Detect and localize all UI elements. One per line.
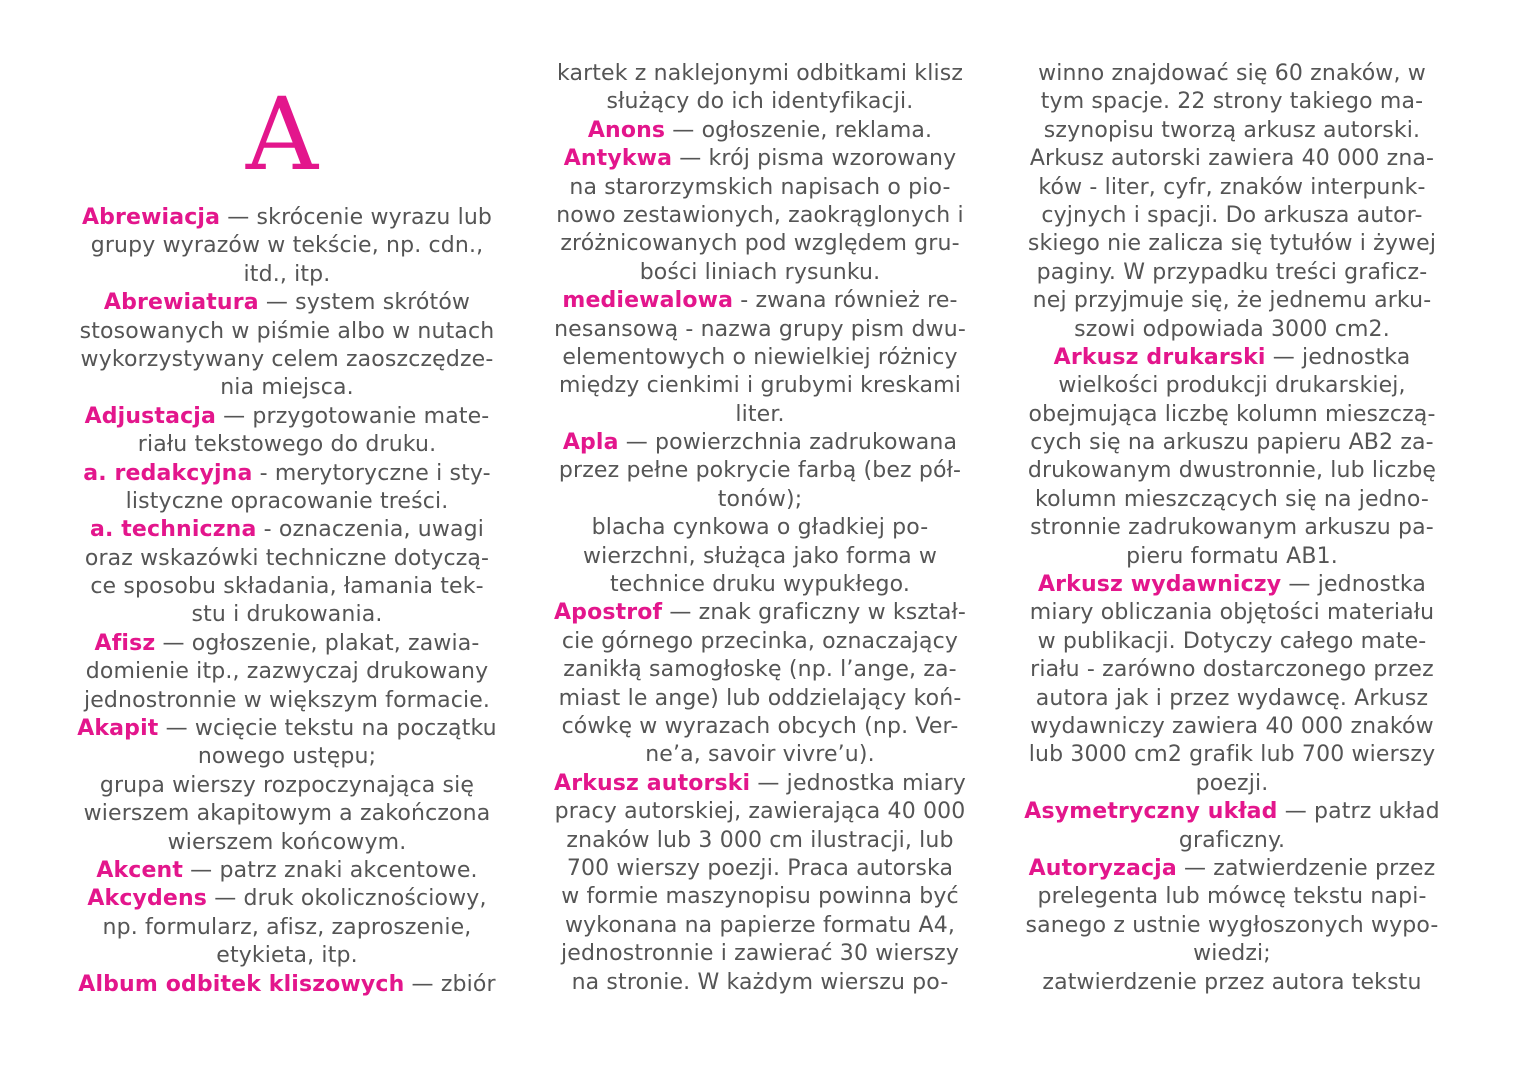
entry-term: Abrewiatura: [103, 290, 259, 316]
text-line: [62, 857, 512, 885]
text-line: [1007, 60, 1457, 88]
text-line: [62, 914, 512, 942]
entry-term: Anons: [587, 117, 666, 143]
entry-text: w publikacji. Dotyczy całego mate-: [1037, 628, 1427, 654]
entry-term: a. techniczna: [89, 517, 257, 543]
text-line: [1007, 912, 1457, 940]
column-3: [1007, 60, 1457, 997]
entry-term: Antykwa: [563, 146, 673, 172]
entry-text: itd., itp.: [243, 261, 331, 287]
text-line: [62, 204, 512, 232]
entry-term: Arkusz wydawniczy: [1038, 572, 1282, 598]
text-line: [1007, 457, 1457, 485]
text-line: [62, 488, 512, 516]
text-line: [535, 230, 985, 258]
entry-text: stronnie zadrukowanym arkuszu pa-: [1030, 515, 1434, 541]
entry-term: Adjustacja: [84, 403, 216, 429]
entry-text: nia miejsca.: [220, 375, 354, 401]
text-line: [1007, 344, 1457, 372]
entry-text: riału tekstowego do druku.: [137, 432, 437, 458]
entry-text: ne’a, savoir vivre’u).: [645, 742, 875, 768]
entry-text: obejmująca liczbę kolumn mieszczą-: [1028, 401, 1436, 427]
entry-term: Autoryzacja: [1028, 855, 1177, 881]
entry-text: 700 wierszy poezji. Praca autorska: [566, 855, 954, 881]
entry-text: wykorzystywany celem zaoszczędze-: [80, 346, 494, 372]
entry-text: cie górnego przecinka, oznaczający: [561, 628, 959, 654]
entry-text: technice druku wypukłego.: [609, 572, 911, 598]
text-line: [62, 261, 512, 289]
entry-text: blacha cynkowa o gładkiej po-: [591, 515, 929, 541]
entry-text: — znak graficzny w kształ-: [662, 600, 966, 626]
text-line: [1007, 486, 1457, 514]
text-line: [1007, 88, 1457, 116]
section-letter: A: [245, 76, 319, 193]
entry-text: — druk okolicznościowy,: [207, 886, 487, 912]
text-line: [535, 599, 985, 627]
text-line: [1007, 202, 1457, 230]
entry-term: a. redakcyjna: [83, 460, 253, 486]
entry-text: między cienkimi i grubymi kreskami: [558, 373, 962, 399]
entry-text: — powierzchnia zadrukowana: [618, 430, 958, 456]
text-line: [535, 912, 985, 940]
entry-text: zanikłą samogłoskę (np. l’ange, za-: [563, 657, 957, 683]
entry-text: ce sposobu składania, łamania tek-: [90, 574, 484, 600]
entry-text: — jednostka miary: [750, 770, 966, 796]
entry-term: Arkusz autorski: [554, 770, 751, 796]
entry-text: paginy. W przypadku treści graficz-: [1036, 259, 1428, 285]
text-line: [535, 827, 985, 855]
text-line: [535, 145, 985, 173]
text-line: [1007, 685, 1457, 713]
entry-text: - oznaczenia, uwagi: [256, 517, 485, 543]
text-line: [1007, 174, 1457, 202]
entry-text: w formie maszynopisu powinna być: [561, 884, 959, 910]
entry-text: nej przyjmuje się, że jednemu arku-: [1032, 288, 1432, 314]
text-line: [1007, 741, 1457, 769]
entry-text: pieru formatu AB1.: [1126, 543, 1338, 569]
text-line: [62, 289, 512, 317]
entry-text: stu i drukowania.: [191, 602, 383, 628]
text-line: [62, 374, 512, 402]
text-line: [535, 855, 985, 883]
text-line: [535, 571, 985, 599]
entry-term: Akcydens: [87, 886, 208, 912]
text-line: [62, 460, 512, 488]
entry-text: lub 3000 cm2 grafik lub 700 wierszy: [1028, 742, 1436, 768]
text-line: [535, 798, 985, 826]
text-line: [62, 431, 512, 459]
text-line: [62, 772, 512, 800]
entry-text: cyjnych i spacji. Do arkusza autor-: [1041, 202, 1423, 228]
text-line: [62, 403, 512, 431]
text-line: [1007, 287, 1457, 315]
entry-term: Asymetryczny układ: [1024, 799, 1278, 825]
entry-text: wierszem końcowym.: [167, 829, 407, 855]
text-line: [62, 630, 512, 658]
text-line: [535, 372, 985, 400]
entry-text: — wcięcie tekstu na początku: [158, 716, 497, 742]
entry-term: Apostrof: [554, 600, 663, 626]
text-line: [535, 741, 985, 769]
entry-text: listyczne opracowanie treści.: [125, 488, 449, 514]
entry-text: elementowych o niewielkiej różnicy: [562, 344, 958, 370]
entry-text: liter.: [735, 401, 785, 427]
entry-text: — krój pisma wzorowany: [672, 146, 957, 172]
entry-text: znaków lub 3 000 cm ilustracji, lub: [566, 827, 954, 853]
text-line: [1007, 713, 1457, 741]
text-line: [1007, 883, 1457, 911]
entry-text: wydawniczy zawiera 40 000 znaków: [1030, 713, 1434, 739]
text-line: [535, 713, 985, 741]
text-line: [1007, 514, 1457, 542]
entry-text: oraz wskazówki techniczne dotyczą-: [84, 545, 490, 571]
text-line: [1007, 599, 1457, 627]
entry-text: grupy wyrazów w tekście, np. cdn.,: [90, 233, 484, 259]
entry-text: na stronie. W każdym wierszu po-: [571, 969, 949, 995]
text-line: [62, 601, 512, 629]
entry-text: graficzny.: [1178, 827, 1286, 853]
entry-text: tonów);: [717, 486, 803, 512]
text-line: [1007, 940, 1457, 968]
text-line: [535, 174, 985, 202]
entry-term: Abrewiacja: [81, 205, 221, 230]
entry-text: nesansową - nazwa grupy pism dwu-: [554, 316, 966, 342]
text-line: [535, 429, 985, 457]
entry-text: ków - liter, cyfr, znaków interpunk-: [1038, 174, 1426, 200]
text-line: [535, 514, 985, 542]
entry-text: wykonana na papierze formatu A4,: [564, 912, 956, 938]
entry-text: jednostronnie i zawierać 30 wierszy: [561, 941, 959, 967]
text-line: [535, 287, 985, 315]
entry-text: cówkę w wyrazach obcych (np. Ver-: [561, 713, 959, 739]
entry-text: miary obliczania objętości materiału: [1029, 600, 1435, 626]
entry-text: riału - zarówno dostarczonego przez: [1030, 657, 1434, 683]
entry-text: — patrz znaki akcentowe.: [183, 857, 478, 883]
entry-text: jednostronnie w większym formacie.: [83, 687, 491, 713]
text-line: [535, 940, 985, 968]
entry-text: cych się na arkuszu papieru AB2 za-: [1030, 430, 1434, 456]
entry-text: — jednostka: [1265, 344, 1411, 370]
text-line: [535, 883, 985, 911]
entry-text: zróżnicowanych pod względem gru-: [560, 231, 960, 257]
entry-text: bości liniach rysunku.: [639, 259, 881, 285]
text-line: [535, 344, 985, 372]
text-line: [62, 658, 512, 686]
text-line: [62, 829, 512, 857]
entry-text: prelegenta lub mówcę tekstu napi-: [1037, 884, 1427, 910]
text-line: [535, 117, 985, 145]
entry-text: sanego z ustnie wygłoszonych wypo-: [1025, 912, 1439, 938]
entry-text: — zbiór: [404, 971, 496, 997]
entry-text: winno znajdować się 60 znaków, w: [1038, 61, 1426, 86]
text-line: [62, 346, 512, 374]
text-line: [1007, 145, 1457, 173]
entry-term: Akcent: [96, 857, 184, 883]
text-line: [1007, 401, 1457, 429]
text-line: [1007, 230, 1457, 258]
text-line: [62, 743, 512, 771]
text-line: [535, 543, 985, 571]
entry-text: — system skrótów: [258, 290, 471, 316]
text-line: [535, 770, 985, 798]
text-line: [1007, 628, 1457, 656]
entry-term: Afisz: [94, 630, 156, 656]
column-1: [62, 60, 512, 999]
text-line: [1007, 259, 1457, 287]
entry-text: autora jak i przez wydawcę. Arkusz: [1035, 685, 1429, 711]
text-line: [535, 628, 985, 656]
text-line: [62, 800, 512, 828]
entry-text: pracy autorskiej, zawierająca 40 000: [554, 799, 966, 825]
text-line: [1007, 117, 1457, 145]
text-line: [1007, 372, 1457, 400]
entry-text: wielkości produkcji drukarskiej,: [1058, 373, 1406, 399]
text-line: [535, 656, 985, 684]
text-line: [1007, 827, 1457, 855]
text-line: [62, 318, 512, 346]
text-line: [1007, 855, 1457, 883]
entry-text: — patrz układ: [1277, 799, 1440, 825]
entry-text: nowego ustępu;: [197, 744, 377, 770]
entry-text: kartek z naklejonymi odbitkami klisz: [556, 61, 964, 86]
text-line: [535, 486, 985, 514]
text-line: [62, 942, 512, 970]
text-line: [62, 971, 512, 999]
entry-text: np. formularz, afisz, zaproszenie,: [102, 914, 472, 940]
text-line: [535, 60, 985, 88]
text-line: [535, 88, 985, 116]
entry-text: — ogłoszenie, reklama.: [665, 117, 933, 143]
text-line: [62, 715, 512, 743]
text-line: [1007, 798, 1457, 826]
entry-term: Akapit: [77, 716, 159, 742]
entry-text: domienie itp., zazwyczaj drukowany: [85, 659, 489, 685]
entry-term: Album odbitek kliszowych: [78, 971, 405, 997]
entry-text: przez pełne pokrycie farbą (bez pół-: [558, 458, 962, 484]
entry-text: wierzchni, służąca jako forma w: [583, 543, 937, 569]
entry-text: etykieta, itp.: [216, 943, 358, 969]
entry-text: — przygotowanie mate-: [215, 403, 490, 429]
text-line: [535, 202, 985, 230]
entry-text: - zwana również re-: [733, 288, 958, 314]
text-line: [535, 685, 985, 713]
text-line: [1007, 656, 1457, 684]
text-line: [62, 232, 512, 260]
entry-text: stosowanych w piśmie albo w nutach: [79, 318, 495, 344]
entry-text: nowo zestawionych, zaokrąglonych i: [556, 202, 964, 228]
text-line: [535, 969, 985, 997]
text-line: [62, 573, 512, 601]
text-line: [535, 259, 985, 287]
column-2: [535, 60, 985, 997]
entry-text: wierszem akapitowym a zakończona: [83, 801, 491, 827]
text-line: [62, 516, 512, 544]
entry-term: Apla: [562, 430, 619, 456]
entry-text: grupa wierszy rozpoczynająca się: [99, 772, 475, 798]
text-line: [535, 316, 985, 344]
entry-text: Arkusz autorski zawiera 40 000 zna-: [1029, 146, 1435, 172]
entry-text: — ogłoszenie, plakat, zawia-: [155, 630, 480, 656]
text-line: [62, 545, 512, 573]
entry-text: - merytoryczne i sty-: [252, 460, 491, 486]
entry-text: kolumn mieszczących się na jedno-: [1034, 486, 1430, 512]
entry-text: szynopisu tworzą arkusz autorski.: [1043, 117, 1421, 143]
text-line: [1007, 571, 1457, 599]
entry-text: — skrócenie wyrazu lub: [220, 205, 493, 230]
entry-text: — jednostka: [1281, 572, 1426, 598]
text-line: [1007, 969, 1457, 997]
entry-term: mediewalowa: [562, 288, 734, 314]
entry-text: tym spacje. 22 strony takiego ma-: [1040, 89, 1424, 115]
text-line: [62, 687, 512, 715]
entry-text: — zatwierdzenie przez: [1176, 855, 1436, 881]
text-line: [1007, 543, 1457, 571]
entry-text: skiego nie zalicza się tytułów i żywej: [1027, 231, 1437, 257]
entry-text: zatwierdzenie przez autora tekstu: [1042, 969, 1422, 995]
entry-text: drukowanym dwustronnie, lub liczbę: [1027, 458, 1437, 484]
entry-term: Arkusz drukarski: [1053, 344, 1266, 370]
text-line: [535, 401, 985, 429]
text-line: [62, 885, 512, 913]
text-line: [1007, 770, 1457, 798]
entry-text: szowi odpowiada 3000 cm2.: [1074, 316, 1390, 342]
text-line: [535, 457, 985, 485]
entry-text: poezji.: [1195, 770, 1269, 796]
text-line: [1007, 316, 1457, 344]
text-line: [1007, 429, 1457, 457]
entry-text: wiedzi;: [1193, 941, 1271, 967]
entry-text: na starorzymskich napisach o pio-: [569, 174, 951, 200]
entry-text: miast le ange) lub oddzielający koń-: [558, 685, 962, 711]
entry-text: służący do ich identyfikacji.: [606, 89, 914, 115]
